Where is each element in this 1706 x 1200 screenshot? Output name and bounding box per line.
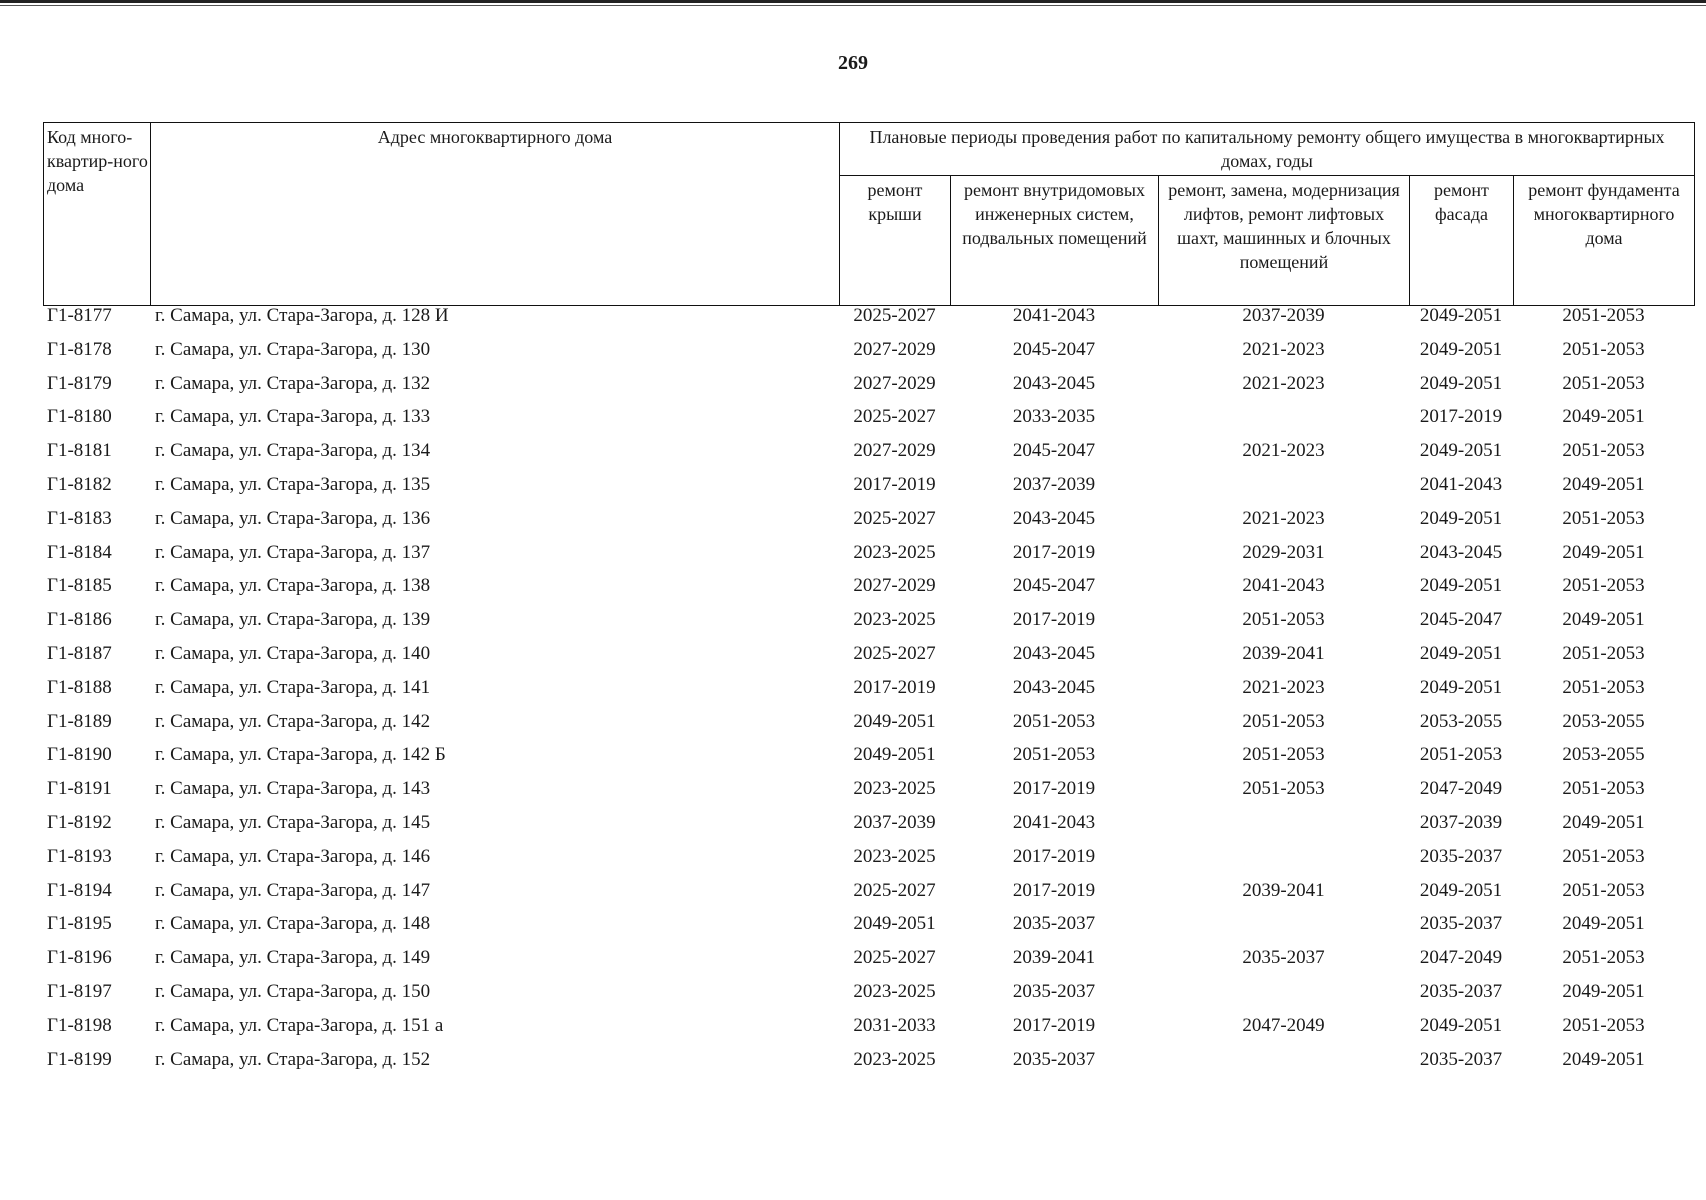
row-roof: 2025-2027 (853, 406, 936, 428)
row-address: г. Самара, ул. Стара-Загора, д. 141 (155, 676, 431, 698)
row-foundation: 2049-2051 (1562, 473, 1645, 495)
table-row (43, 373, 1694, 407)
row-address: г. Самара, ул. Стара-Загора, д. 142 (155, 710, 431, 732)
row-roof: 2025-2027 (853, 947, 936, 969)
row-engineering: 2041-2043 (1012, 305, 1096, 326)
row-engineering: 2043-2045 (1012, 507, 1096, 529)
row-roof: 2027-2029 (853, 338, 936, 360)
header-roof: ремонт крыши (840, 176, 951, 306)
top-border-line (0, 0, 1706, 3)
row-facade: 2041-2043 (1419, 473, 1503, 495)
row-engineering: 2017-2019 (1012, 879, 1096, 901)
row-facade: 2043-2045 (1419, 541, 1503, 563)
row-address: г. Самара, ул. Стара-Загора, д. 132 (155, 372, 431, 394)
row-foundation: 2049-2051 (1562, 406, 1645, 428)
row-roof: 2023-2025 (853, 845, 936, 867)
row-facade: 2049-2051 (1419, 1014, 1503, 1036)
row-code: Г1-8190 (47, 744, 112, 766)
row-address: г. Самара, ул. Стара-Загора, д. 133 (155, 406, 431, 428)
row-roof: 2023-2025 (853, 609, 936, 631)
row-roof: 2023-2025 (853, 1048, 936, 1070)
row-engineering: 2043-2045 (1012, 642, 1096, 664)
row-facade: 2053-2055 (1419, 710, 1503, 732)
row-code: Г1-8180 (47, 406, 112, 428)
row-lifts (1158, 913, 1409, 947)
table-row (43, 643, 1694, 677)
row-foundation: 2051-2053 (1562, 305, 1645, 326)
row-engineering: 2017-2019 (1012, 845, 1096, 867)
top-border-line-thin (0, 5, 1706, 6)
row-facade: 2035-2037 (1419, 913, 1503, 935)
row-engineering: 2017-2019 (1012, 541, 1096, 563)
row-lifts (1158, 981, 1409, 1015)
row-engineering: 2037-2039 (1012, 473, 1096, 495)
header-lifts: ремонт, замена, модернизация лифтов, ремонт лифтовых шахт, машинных и блочных помещений (1159, 176, 1410, 306)
row-engineering: 2017-2019 (1012, 1014, 1096, 1036)
row-lifts: 2037-2039 (1242, 305, 1325, 326)
row-facade: 2049-2051 (1419, 879, 1503, 901)
row-lifts (1158, 474, 1409, 508)
row-address: г. Самара, ул. Стара-Загора, д. 136 (155, 507, 431, 529)
header-facade: ремонт фасада (1410, 176, 1514, 306)
row-code: Г1-8181 (47, 440, 112, 462)
row-engineering: 2045-2047 (1012, 575, 1096, 597)
table-row (43, 711, 1694, 745)
row-facade: 2047-2049 (1419, 947, 1503, 969)
table-row (43, 981, 1694, 1015)
row-engineering: 2043-2045 (1012, 676, 1096, 698)
row-roof: 2049-2051 (853, 744, 936, 766)
row-lifts: 2051-2053 (1242, 778, 1325, 800)
row-address: г. Самара, ул. Стара-Загора, д. 135 (155, 473, 431, 495)
table-row (43, 339, 1694, 373)
row-address: г. Самара, ул. Стара-Загора, д. 151 а (155, 1014, 444, 1036)
row-roof: 2025-2027 (853, 507, 936, 529)
row-roof: 2037-2039 (853, 811, 936, 833)
table-row (43, 913, 1694, 947)
row-lifts (1158, 406, 1409, 440)
row-facade: 2049-2051 (1419, 642, 1503, 664)
row-engineering: 2035-2037 (1012, 913, 1096, 935)
row-code: Г1-8185 (47, 575, 112, 597)
row-foundation: 2049-2051 (1562, 541, 1645, 563)
row-facade: 2049-2051 (1419, 575, 1503, 597)
table-row (43, 677, 1694, 711)
row-facade: 2049-2051 (1419, 338, 1503, 360)
table-row (43, 1015, 1694, 1049)
row-engineering: 2045-2047 (1012, 338, 1096, 360)
row-lifts (1158, 812, 1409, 846)
row-code: Г1-8196 (47, 947, 112, 969)
row-address: г. Самара, ул. Стара-Загора, д. 140 (155, 642, 431, 664)
row-code: Г1-8194 (47, 879, 112, 901)
row-roof: 2017-2019 (853, 473, 936, 495)
row-foundation: 2053-2055 (1562, 710, 1645, 732)
table-row (43, 846, 1694, 880)
row-engineering: 2035-2037 (1012, 980, 1096, 1002)
page-number: 269 (838, 52, 868, 74)
row-roof: 2027-2029 (853, 575, 936, 597)
table-row (43, 440, 1694, 474)
row-address: г. Самара, ул. Стара-Загора, д. 149 (155, 947, 431, 969)
row-foundation: 2051-2053 (1562, 845, 1645, 867)
table-row (43, 609, 1694, 643)
table-row (43, 1049, 1694, 1083)
row-address: г. Самара, ул. Стара-Загора, д. 137 (155, 541, 431, 563)
header-periods: Плановые периоды проведения работ по капитальному ремонту общего имущества в многоквартирных домах, годы (840, 123, 1695, 176)
table-row (43, 812, 1694, 846)
row-code: Г1-8193 (47, 845, 112, 867)
table-row (43, 880, 1694, 914)
table-row (43, 744, 1694, 778)
row-facade: 2047-2049 (1419, 778, 1503, 800)
row-code: Г1-8197 (47, 980, 112, 1002)
table-row (43, 406, 1694, 440)
row-code: Г1-8189 (47, 710, 112, 732)
row-code: Г1-8187 (47, 642, 112, 664)
row-foundation: 2049-2051 (1562, 980, 1645, 1002)
row-lifts: 2039-2041 (1242, 642, 1325, 664)
row-code: Г1-8182 (47, 473, 112, 495)
row-address: г. Самара, ул. Стара-Загора, д. 142 Б (155, 744, 446, 766)
row-address: г. Самара, ул. Стара-Загора, д. 147 (155, 879, 431, 901)
row-engineering: 2045-2047 (1012, 440, 1096, 462)
row-lifts: 2021-2023 (1242, 676, 1325, 698)
row-code: Г1-8179 (47, 372, 112, 394)
header-address: Адрес многоквартирного дома (151, 123, 840, 306)
row-roof: 2049-2051 (853, 710, 936, 732)
row-code: Г1-8195 (47, 913, 112, 935)
row-roof: 2023-2025 (853, 778, 936, 800)
row-roof: 2049-2051 (853, 913, 936, 935)
row-address: г. Самара, ул. Стара-Загора, д. 148 (155, 913, 431, 935)
row-foundation: 2051-2053 (1562, 575, 1645, 597)
table-row (43, 542, 1694, 576)
row-facade: 2049-2051 (1419, 507, 1503, 529)
row-foundation: 2051-2053 (1562, 642, 1645, 664)
row-lifts: 2051-2053 (1242, 744, 1325, 766)
row-lifts (1158, 1049, 1409, 1083)
table-row (43, 947, 1694, 981)
row-roof: 2023-2025 (853, 980, 936, 1002)
row-lifts: 2051-2053 (1242, 609, 1325, 631)
row-engineering: 2041-2043 (1012, 811, 1096, 833)
row-code: Г1-8186 (47, 609, 112, 631)
row-engineering: 2043-2045 (1012, 372, 1096, 394)
row-address: г. Самара, ул. Стара-Загора, д. 138 (155, 575, 431, 597)
row-facade: 2037-2039 (1419, 811, 1503, 833)
row-lifts: 2051-2053 (1242, 710, 1325, 732)
header-code: Код много-квартир-ного дома (44, 123, 151, 306)
row-roof: 2025-2027 (853, 642, 936, 664)
row-address: г. Самара, ул. Стара-Загора, д. 146 (155, 845, 431, 867)
row-code: Г1-8178 (47, 338, 112, 360)
table-header (43, 122, 1695, 306)
header-foundation: ремонт фундамента многоквартирного дома (1514, 176, 1695, 306)
row-facade: 2035-2037 (1419, 845, 1503, 867)
row-foundation: 2051-2053 (1562, 947, 1645, 969)
row-engineering: 2017-2019 (1012, 778, 1096, 800)
header-engineering: ремонт внутридомовых инженерных систем, подвальных помещений (951, 176, 1159, 306)
row-address: г. Самара, ул. Стара-Загора, д. 130 (155, 338, 431, 360)
row-facade: 2051-2053 (1419, 744, 1503, 766)
row-code: Г1-8199 (47, 1048, 112, 1070)
row-facade: 2035-2037 (1419, 1048, 1503, 1070)
table-row (43, 778, 1694, 812)
row-address: г. Самара, ул. Стара-Загора, д. 145 (155, 811, 431, 833)
row-address: г. Самара, ул. Стара-Загора, д. 139 (155, 609, 431, 631)
row-lifts: 2021-2023 (1242, 440, 1325, 462)
row-foundation: 2051-2053 (1562, 879, 1645, 901)
row-lifts (1158, 846, 1409, 880)
row-foundation: 2049-2051 (1562, 1048, 1645, 1070)
row-lifts: 2029-2031 (1242, 541, 1325, 563)
row-lifts: 2021-2023 (1242, 372, 1325, 394)
row-foundation: 2051-2053 (1562, 676, 1645, 698)
data-table (43, 305, 1694, 1082)
row-facade: 2049-2051 (1419, 676, 1503, 698)
row-facade: 2049-2051 (1419, 440, 1503, 462)
row-address: г. Самара, ул. Стара-Загора, д. 143 (155, 778, 431, 800)
row-facade: 2035-2037 (1419, 980, 1503, 1002)
row-foundation: 2053-2055 (1562, 744, 1645, 766)
row-engineering: 2051-2053 (1012, 744, 1096, 766)
row-facade: 2049-2051 (1419, 372, 1503, 394)
row-foundation: 2051-2053 (1562, 338, 1645, 360)
row-lifts: 2047-2049 (1242, 1014, 1325, 1036)
row-engineering: 2051-2053 (1012, 710, 1096, 732)
row-roof: 2027-2029 (853, 440, 936, 462)
row-address: г. Самара, ул. Стара-Загора, д. 150 (155, 980, 431, 1002)
row-engineering: 2017-2019 (1012, 609, 1096, 631)
table-row (43, 305, 1694, 339)
row-foundation: 2049-2051 (1562, 811, 1645, 833)
row-foundation: 2051-2053 (1562, 507, 1645, 529)
row-engineering: 2033-2035 (1012, 406, 1096, 428)
row-code: Г1-8177 (47, 305, 112, 326)
row-roof: 2031-2033 (853, 1014, 936, 1036)
row-roof: 2025-2027 (853, 305, 936, 326)
row-roof: 2027-2029 (853, 372, 936, 394)
table-row (43, 474, 1694, 508)
row-code: Г1-8191 (47, 778, 112, 800)
row-foundation: 2049-2051 (1562, 609, 1645, 631)
row-foundation: 2049-2051 (1562, 913, 1645, 935)
row-lifts: 2021-2023 (1242, 338, 1325, 360)
row-engineering: 2035-2037 (1012, 1048, 1096, 1070)
row-roof: 2017-2019 (853, 676, 936, 698)
row-roof: 2023-2025 (853, 541, 936, 563)
row-foundation: 2051-2053 (1562, 778, 1645, 800)
row-lifts: 2041-2043 (1242, 575, 1325, 597)
row-engineering: 2039-2041 (1012, 947, 1096, 969)
row-lifts: 2021-2023 (1242, 507, 1325, 529)
row-lifts: 2039-2041 (1242, 879, 1325, 901)
table-row (43, 575, 1694, 609)
row-foundation: 2051-2053 (1562, 372, 1645, 394)
row-code: Г1-8198 (47, 1014, 112, 1036)
row-foundation: 2051-2053 (1562, 1014, 1645, 1036)
row-address: г. Самара, ул. Стара-Загора, д. 152 (155, 1048, 431, 1070)
row-code: Г1-8184 (47, 541, 112, 563)
row-lifts: 2035-2037 (1242, 947, 1325, 969)
row-code: Г1-8192 (47, 811, 112, 833)
row-facade: 2049-2051 (1419, 305, 1503, 326)
row-address: г. Самара, ул. Стара-Загора, д. 134 (155, 440, 431, 462)
row-roof: 2025-2027 (853, 879, 936, 901)
row-foundation: 2051-2053 (1562, 440, 1645, 462)
row-address: г. Самара, ул. Стара-Загора, д. 128 И (155, 305, 449, 326)
row-code: Г1-8183 (47, 507, 112, 529)
table-row (43, 508, 1694, 542)
row-code: Г1-8188 (47, 676, 112, 698)
row-facade: 2045-2047 (1419, 609, 1503, 631)
row-facade: 2017-2019 (1419, 406, 1503, 428)
